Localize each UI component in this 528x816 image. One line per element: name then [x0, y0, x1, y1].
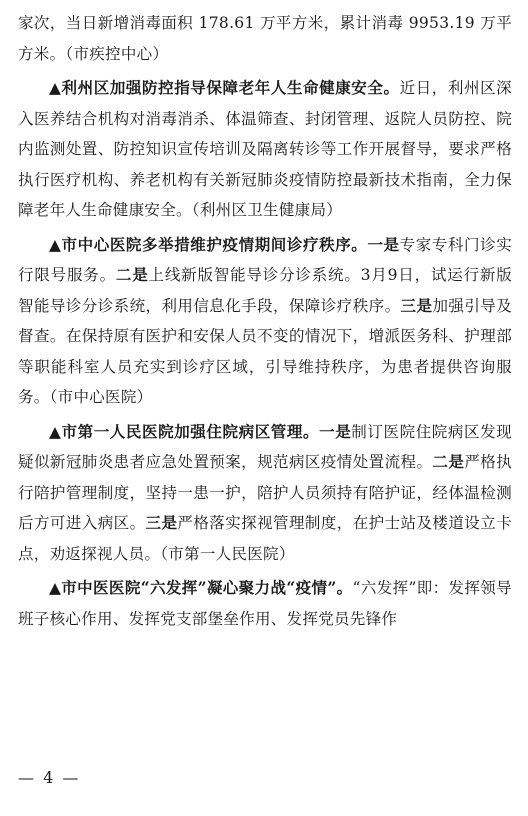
paragraph-text: 专家专科门诊实行限号服务。	[18, 235, 513, 284]
paragraph-first-peoples-hospital	[18, 417, 512, 570]
paragraph-text: 严格落实探视管理制度，在护士站及楼道设立卡点，劝返探视人员。（市第一人民医院）	[18, 514, 512, 563]
page-number: — 4 —	[18, 768, 81, 787]
paragraph-central-hospital	[18, 230, 512, 413]
paragraph-text: 制订医院住院病区发现疑似新冠肺炎患者应急处置预案，规范病区疫情处置流程。	[18, 422, 512, 471]
paragraph-text: 严格执行陪护管理制度，坚持一患一护，陪护人员须持有陪护证，经体温检测后方可进入病区。	[18, 453, 512, 532]
paragraph-text: 加强引导及督查。在保持原有医护和安保人员不变的情况下，增派医务科、护理部等职能科室人员充实到诊疗区域，引导维持秩序，为患者提供咨询服务。（市中心医院）	[18, 296, 512, 406]
point-marker-2: 二是	[115, 265, 149, 284]
paragraph-text: “六发挥”即：发挥领导班子核心作用、发挥党支部堡垒作用、发挥党员先锋作	[18, 579, 512, 628]
paragraph-disinfection-stats	[18, 8, 512, 69]
paragraph-lizhou-district	[18, 73, 512, 226]
point-marker-1: 一是	[319, 421, 352, 441]
paragraph-heading: ▲市中医医院“六发挥”凝心聚力战“疫情”。	[49, 578, 353, 597]
paragraph-tcm-hospital	[18, 573, 512, 634]
point-marker-3: 三是	[400, 295, 433, 315]
paragraph-text: 家次，当日新增消毒面积 178.61 万平方米，累计消毒 9953.19 万平方米。（市疾控中心）	[18, 14, 512, 63]
paragraph-text: 上线新版智能导诊分诊系统。3月9日，试运行新版智能导诊分诊系统，利用信息化手段，保障诊疗秩序。	[18, 266, 513, 315]
point-marker-3: 三是	[145, 513, 178, 532]
paragraph-text: 近日，利州区深入医养结合机构对消毒消杀、体温筛查、封闭管理、返院人员防控、院内监测处置、防控知识宣传培训及隔离转诊等工作开展督导，要求严格执行医疗机构、养老机构有关新冠肺炎疫情防控最新技术指南，全力保障老年人生命健康安全。（利州区卫生健康局）	[18, 79, 512, 219]
paragraph-heading: ▲市第一人民医院加强住院病区管理。	[49, 421, 320, 441]
paragraph-heading: ▲利州区加强防控指导保障老年人生命健康安全。	[49, 78, 400, 97]
paragraph-heading: ▲市中心医院多举措维护疫情期间诊疗秩序。	[49, 234, 368, 254]
point-marker-1: 一是	[367, 234, 400, 254]
document-body	[18, 8, 512, 638]
point-marker-2: 二是	[432, 452, 465, 471]
